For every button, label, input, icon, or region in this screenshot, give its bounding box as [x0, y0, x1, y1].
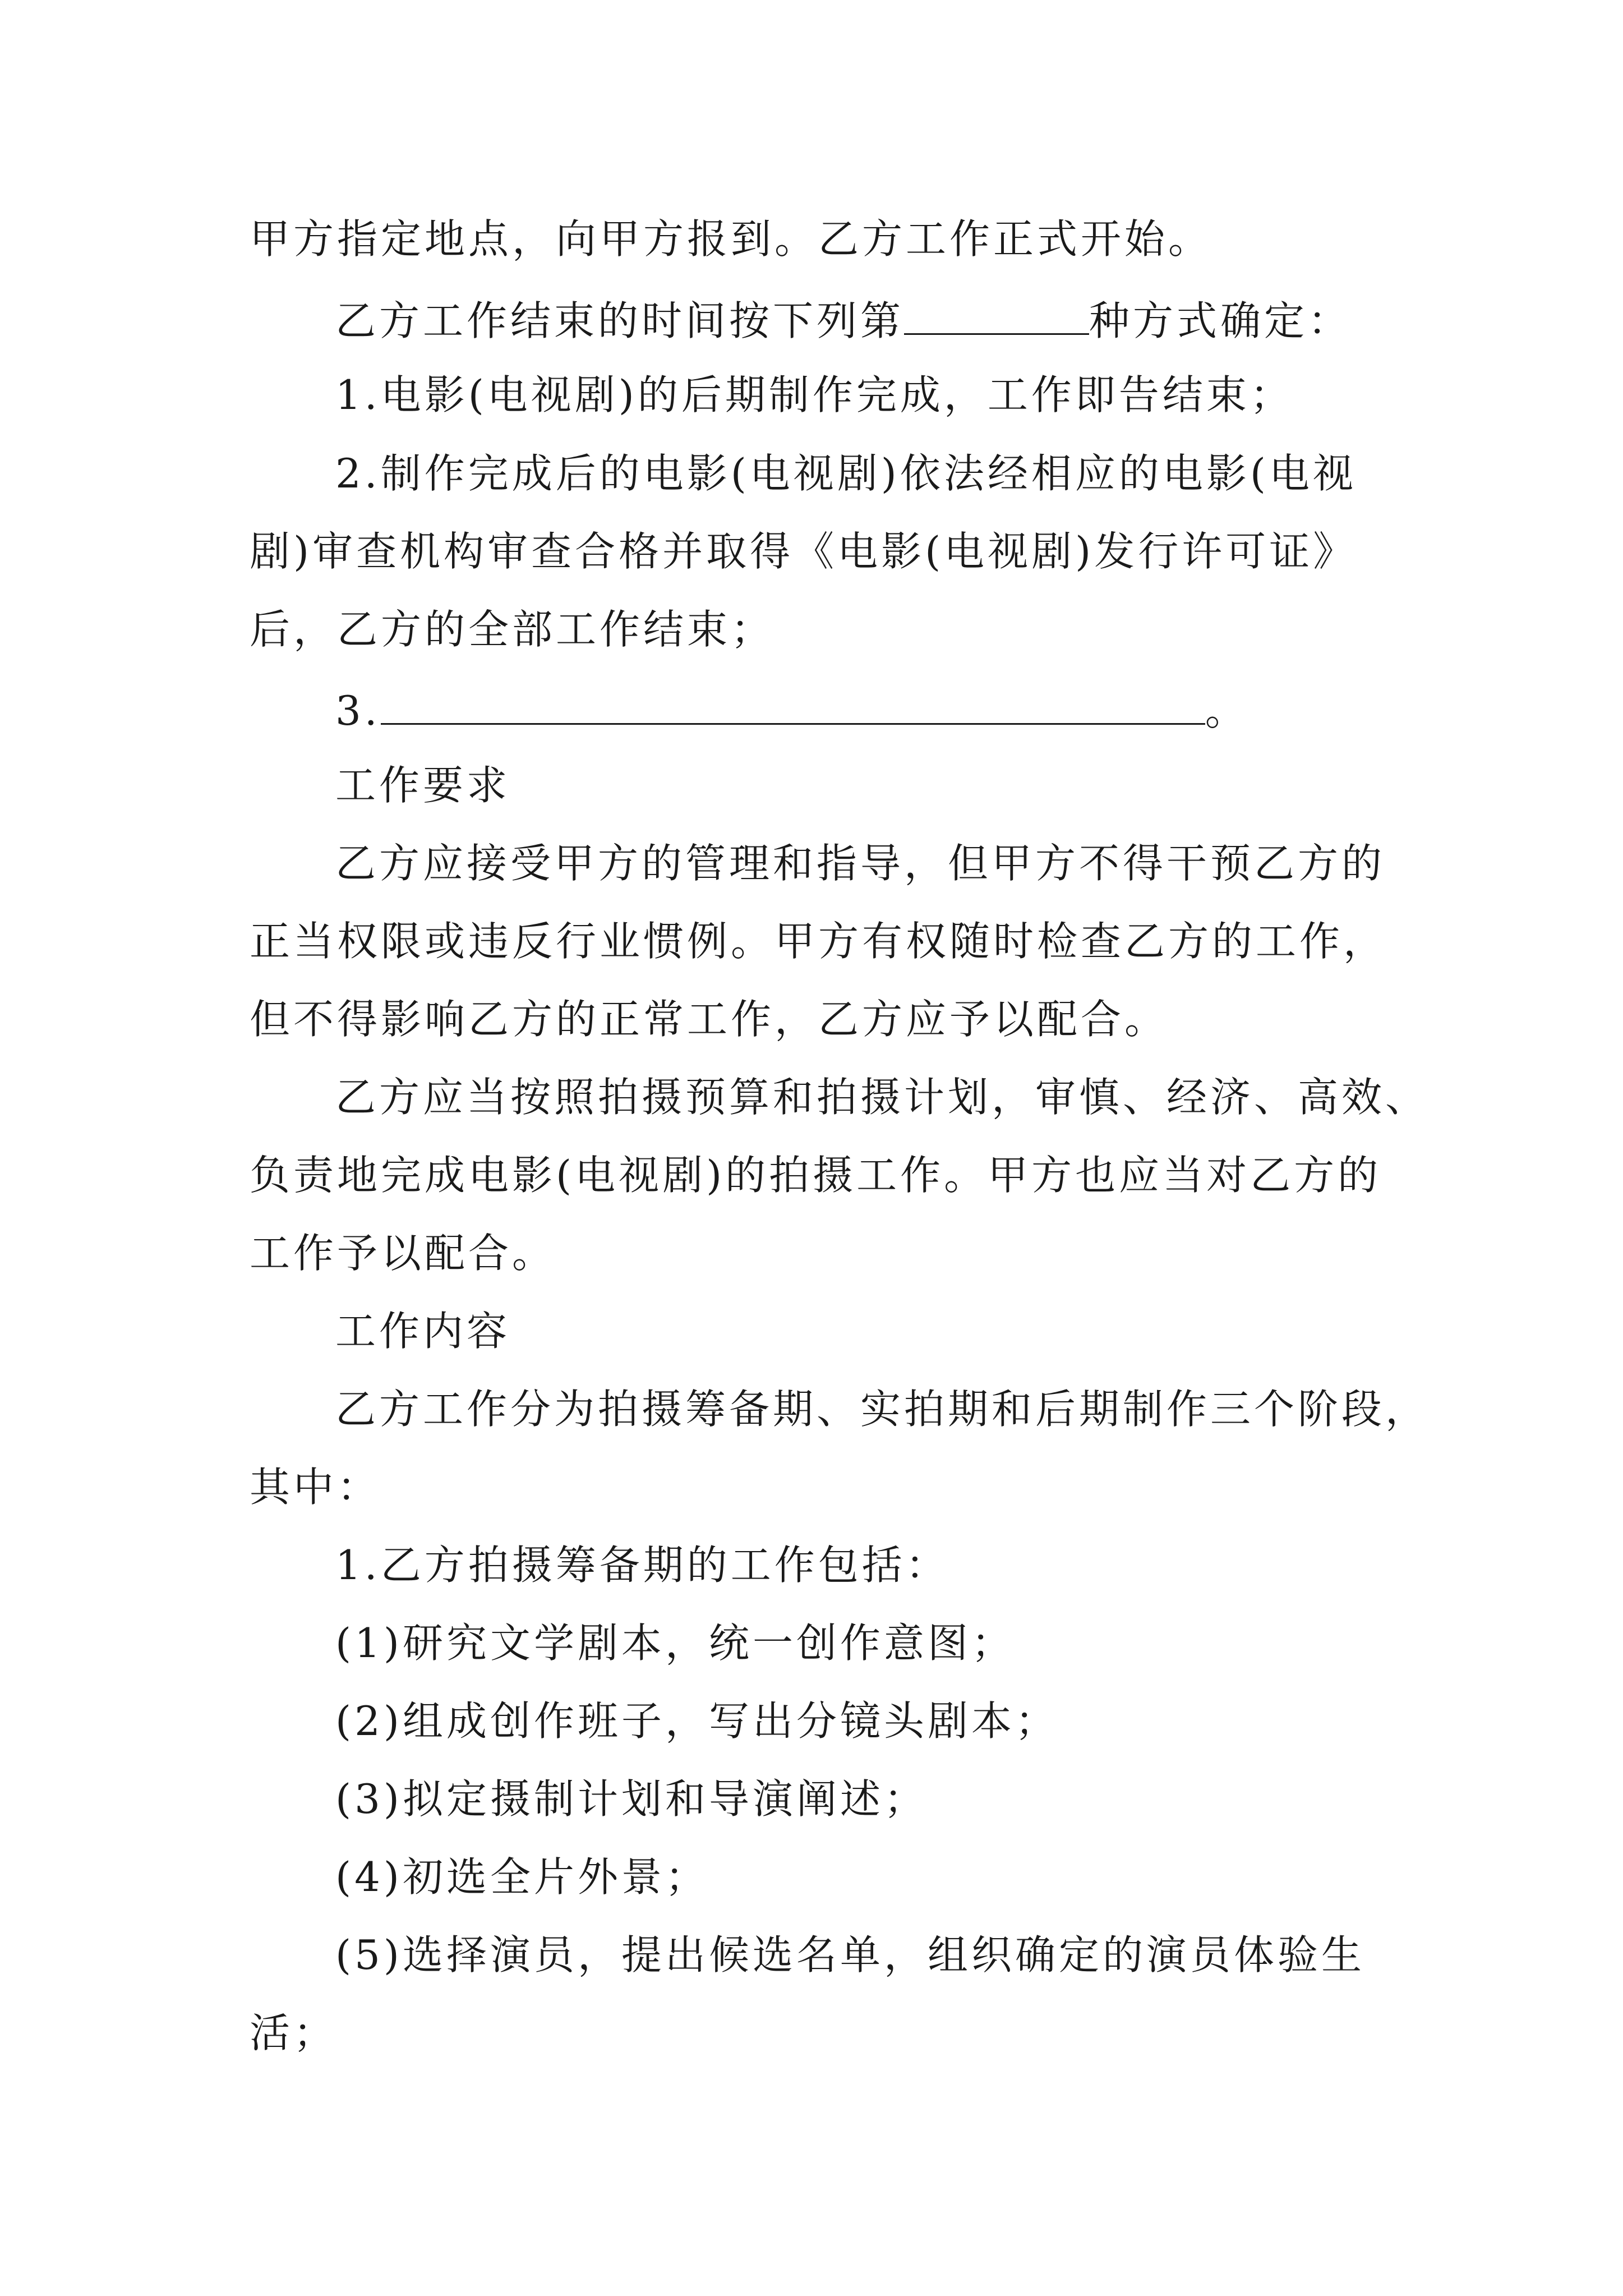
paragraph-line: 活；: [250, 2009, 338, 2056]
list-item: (1)研究文学剧本，统一创作意图；: [335, 1619, 1015, 1667]
paragraph-line: 乙方工作分为拍摄筹备期、实拍期和后期制作三个阶段，: [335, 1386, 1430, 1433]
list-item: 1.乙方拍摄筹备期的工作包括：: [335, 1542, 949, 1589]
paragraph-line: 剧)审查机构审查合格并取得《电影(电视剧)发行许可证》: [250, 528, 1357, 575]
paragraph-line: 工作予以配合。: [250, 1230, 556, 1277]
paragraph-line: 其中：: [250, 1464, 381, 1511]
line-text-before: 乙方工作结束的时间按下列第: [335, 297, 905, 344]
list-item: (4)初选全片外景；: [335, 1853, 709, 1901]
paragraph-line-with-blank: [335, 297, 1352, 344]
list-item: (5)选择演员，提出候选名单，组织确定的演员体验生: [335, 1931, 1365, 1978]
section-heading: 工作要求: [335, 762, 511, 809]
paragraph-line: 乙方应当按照拍摄预算和拍摄计划，审慎、经济、高效、: [335, 1074, 1430, 1121]
paragraph-line: 甲方指定地点，向甲方报到。乙方工作正式开始。: [250, 215, 1212, 263]
list-item: 1.电影(电视剧)的后期制作完成，工作即告结束；: [335, 371, 1294, 418]
list-item-with-blank: [335, 687, 1249, 734]
section-heading: 工作内容: [335, 1308, 511, 1355]
fill-in-blank[interactable]: [381, 687, 1205, 725]
paragraph-line: 负责地完成电影(电视剧)的拍摄工作。甲方也应当对乙方的: [250, 1152, 1382, 1199]
line-text-before: 3.: [335, 687, 381, 734]
line-text-after: 种方式确定：: [1089, 297, 1352, 344]
paragraph-line: 但不得影响乙方的正常工作，乙方应予以配合。: [250, 996, 1169, 1043]
line-text-after: 。: [1205, 687, 1249, 734]
list-item: (2)组成创作班子，写出分镜头剧本；: [335, 1697, 1059, 1745]
paragraph-line: 正当权限或违反行业惯例。甲方有权随时检查乙方的工作，: [250, 918, 1387, 965]
list-item: 2.制作完成后的电影(电视剧)依法经相应的电影(电视: [335, 450, 1357, 497]
paragraph-line: 乙方应接受甲方的管理和指导，但甲方不得干预乙方的: [335, 840, 1386, 887]
fill-in-blank[interactable]: [904, 297, 1089, 335]
paragraph-line: 后，乙方的全部工作结束；: [250, 606, 775, 653]
list-item: (3)拟定摄制计划和导演阐述；: [335, 1775, 928, 1823]
